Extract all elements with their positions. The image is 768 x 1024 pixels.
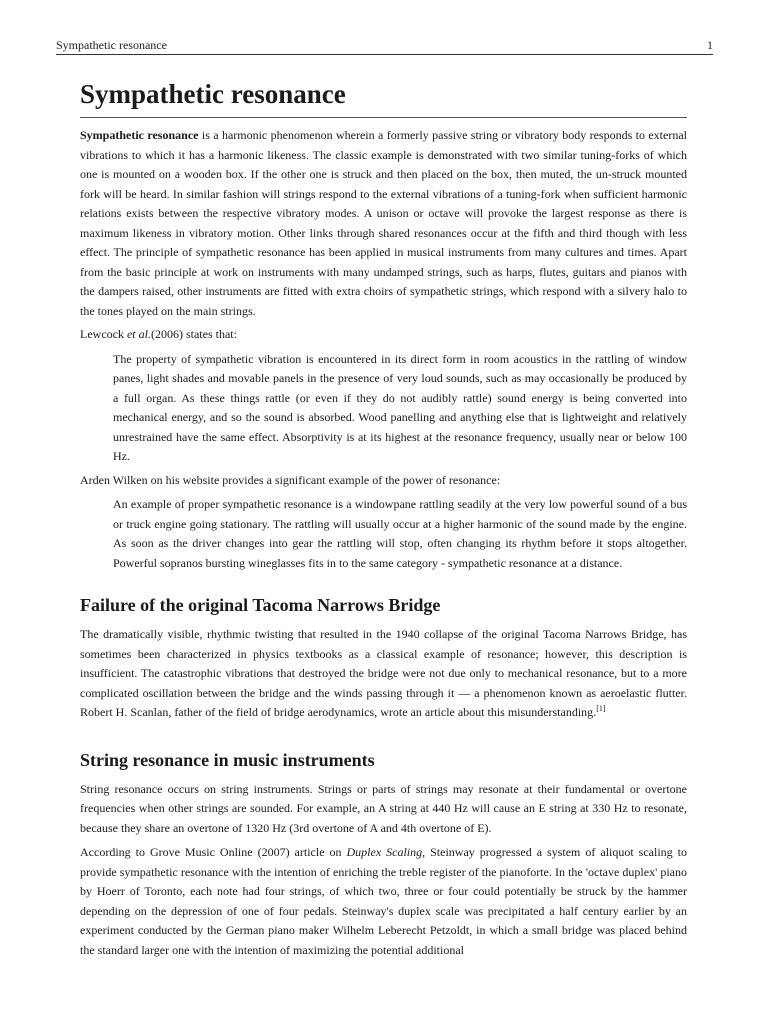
tacoma-text: The dramatically visible, rhythmic twisting that resulted in the 1940 collapse of the original Tacoma Narrows Bridge, has sometimes been characterized in physics textbooks as a classical example of resonance; however, this description is insufficient. The catastrophic vibrations that destroyed the bridge were not due only to mechanical resonance, but to a more complicated oscillation between the bridge and the winds passing through it — a phenomenon known as aeroelastic flutter. Robert H. Scanlan, father of the field of bridge aerodynamics, wrote an article about this misunderstanding. (80, 627, 687, 719)
arden-quote (113, 495, 687, 573)
tacoma-paragraph (80, 625, 687, 723)
page-header (56, 38, 713, 55)
article-body (80, 76, 687, 960)
section-heading-tacoma: Failure of the original Tacoma Narrows Bridge (80, 595, 441, 615)
lewcock-author: Lewcock (80, 327, 127, 341)
lewcock-et-al: et al. (126, 327, 151, 341)
grove-text-start: According to Grove Music Online (2007) article on (80, 845, 347, 859)
duplex-scaling-term: Duplex Scaling (346, 845, 423, 859)
article-title: Sympathetic resonance (80, 76, 687, 118)
grove-text-rest: , Steinway progressed a system of aliquot scaling to provide sympathetic resonance with the intention of enriching the treble register of the pianoforte. In the 'octave duplex' piano by Hoerr of Toronto, each note had four strings, of which two, three or four could potentially be struck by the hammer depending on the depression of one of four pedals. Steinway's duplex scale was precipitated a half century earlier by an experiment conducted by the German piano maker Wilhelm Leberecht Petzoldt, in which a small bridge was placed behind the standard larger one with the intention of maximizing the potential additional (80, 845, 687, 957)
section-heading-string-resonance: String resonance in music instruments (80, 749, 375, 770)
lewcock-intro (80, 325, 687, 345)
string-paragraph: String resonance occurs on string instruments. Strings or parts of strings may resonate at their fundamental or overtone frequencies when other strings are sounded. For example, an A string at 440 Hz will cause an E string at 330 Hz to resonate, because they share an overtone of 1320 Hz (3rd overtone of A and 4th overtone of E). (80, 781, 687, 835)
quote-text: The property of sympathetic vibration is encountered in its direct form in room acoustics in the rattling of window panes, light shades and movable panels in the presence of very loud sounds, such as may occasionally be produced by a full organ. As these things rattle (or even if they do not audibly rattle) sound energy is being converted into mechanical energy, and so the sound is absorbed. Wood panelling and anything else that is lightweight and relatively unrestrained have the same effect. Absorptivity is at its highest at the resonance frequency, usually near or below 100 Hz. (113, 351, 687, 463)
lewcock-year: (2006) states that: (150, 327, 237, 341)
quote-text: An example of proper sympathetic resonance is a windowpane rattling seadily at the very low powerful sound of a bus or truck engine going stationary. The rattling will usually occur at a higher harmonic of the sound made by the engine. As soon as the driver changes into gear the rattling will stop, often changing its rhythm before it stops altogether. Powerful sopranos bursting wineglasses fits in to the same category - sympathetic resonance at a distance. (113, 497, 687, 570)
intro-text: is a harmonic phenomenon wherein a formerly passive string or vibratory body responds to external vibrations to which it has a harmonic likeness. The classic example is demonstrated with two similar tuning-forks of which one is mounted on a wooden box. If the other one is struck and then placed on the box, then muted, the un-struck mounted fork will be heard. In similar fashion will strings respond to the external vibrations of a tuning-fork when sufficient harmonic relations exists between the respective vibratory modes. A unison or octave will provoke the largest response as there is maximum likeness in vibratory motion. Other links through shared resonances occur at the fifth and third though with less effect. The principle of sympathetic resonance has been applied in musical instruments from many cultures and times. Apart from the basic principle at work on instruments with many undamped strings, such as harps, flutes, guitars and pianos with the dampers raised, other instruments are fitted with extra choirs of sympathetic strings, which respond with a silvery halo to the tones played on the main strings. (80, 128, 687, 318)
grove-paragraph (80, 843, 687, 960)
intro-paragraph (80, 126, 687, 321)
page-number: 1 (707, 38, 713, 52)
arden-intro: Arden Wilken on his website provides a significant example of the power of resonance: (80, 472, 501, 487)
running-title: Sympathetic resonance (56, 38, 167, 52)
intro-term: Sympathetic resonance (80, 128, 199, 142)
reference-link[interactable]: [1] (596, 704, 606, 713)
lewcock-quote (113, 350, 687, 467)
